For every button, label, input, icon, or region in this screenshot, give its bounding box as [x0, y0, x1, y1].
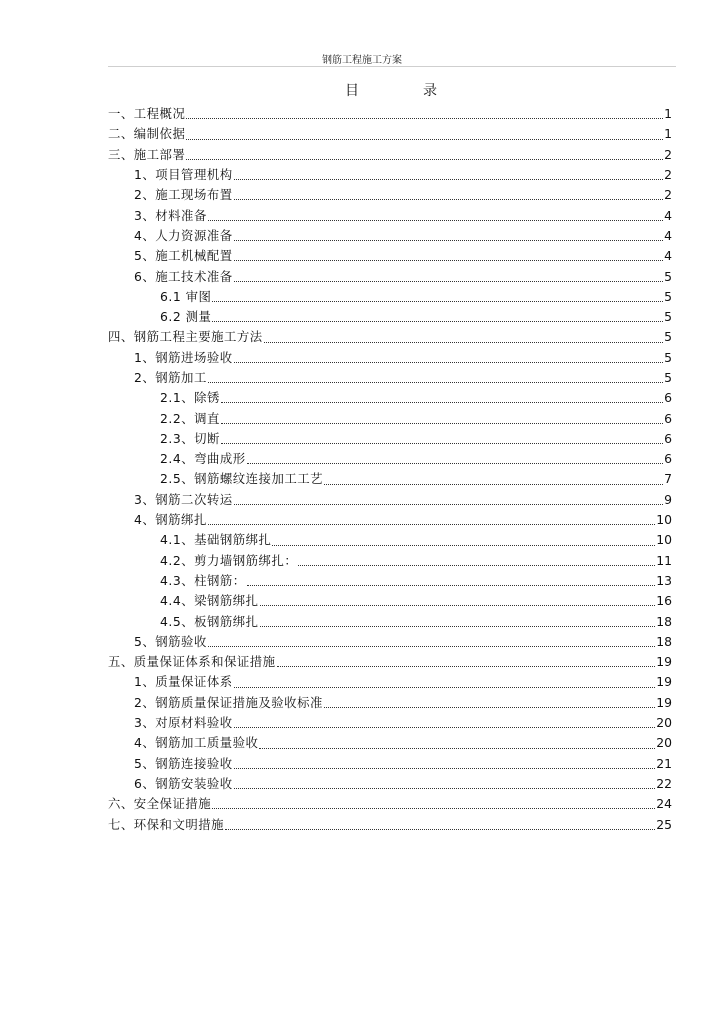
toc-dot-leader [234, 504, 663, 505]
toc-entry-page-number: 16 [656, 593, 672, 609]
toc-dot-leader [234, 179, 663, 180]
toc-dot-leader [212, 321, 663, 322]
toc-entry[interactable] [108, 246, 672, 266]
toc-entry[interactable] [108, 205, 672, 225]
toc-dot-leader [234, 281, 663, 282]
toc-entry[interactable] [108, 307, 672, 327]
toc-entry-page-number: 6 [664, 430, 672, 446]
toc-entry-title: 1、质量保证体系 [134, 674, 233, 690]
toc-entry-title: 6.1 审图 [160, 288, 212, 304]
toc-dot-leader [225, 829, 655, 830]
toc-entry-title: 3、钢筋二次转运 [134, 491, 233, 507]
toc-entry[interactable] [108, 226, 672, 246]
toc-heading-char-1: 目 [345, 83, 359, 99]
toc-dot-leader [208, 646, 655, 647]
toc-entry-title: 四、钢筋工程主要施工方法 [108, 329, 263, 345]
toc-dot-leader [264, 342, 663, 343]
toc-entry-page-number: 19 [656, 654, 672, 670]
toc-dot-leader [234, 199, 663, 200]
toc-entry[interactable] [108, 449, 672, 469]
toc-entry-page-number: 9 [664, 491, 672, 507]
toc-entry-page-number: 2 [664, 167, 672, 183]
toc-entry[interactable] [108, 672, 672, 692]
toc-entry-page-number: 6 [664, 390, 672, 406]
toc-entry[interactable] [108, 124, 672, 144]
toc-dot-leader [324, 484, 663, 485]
toc-entry-title: 6、钢筋安装验收 [134, 775, 233, 791]
toc-entry-title: 六、安全保证措施 [108, 796, 212, 812]
toc-dot-leader [272, 545, 655, 546]
toc-entry[interactable] [108, 713, 672, 733]
toc-entry-title: 2、钢筋质量保证措施及验收标准 [134, 694, 323, 710]
toc-entry[interactable] [108, 287, 672, 307]
toc-dot-leader [208, 382, 663, 383]
toc-entry[interactable] [108, 611, 672, 631]
toc-entry-page-number: 13 [656, 572, 672, 588]
toc-entry[interactable] [108, 145, 672, 165]
toc-entry-title: 2.3、切断 [160, 430, 220, 446]
toc-entry-title: 4.2、剪力墙钢筋绑扎： [160, 552, 298, 568]
toc-entry[interactable] [108, 510, 672, 530]
toc-dot-leader [234, 362, 663, 363]
toc-entry-title: 七、环保和文明措施 [108, 816, 225, 832]
toc-entry-page-number: 5 [664, 268, 672, 284]
toc-entry[interactable] [108, 814, 672, 834]
toc-entry-page-number: 10 [656, 512, 672, 528]
toc-entry-title: 2、钢筋加工 [134, 370, 207, 385]
toc-entry-page-number: 11 [656, 552, 672, 568]
toc-entry-page-number: 1 [664, 126, 672, 142]
toc-entry-title: 5、施工机械配置 [134, 248, 233, 264]
toc-entry[interactable] [108, 754, 672, 774]
toc-dot-leader [234, 788, 656, 789]
toc-dot-leader [208, 220, 663, 221]
toc-entry-page-number: 19 [656, 694, 672, 710]
toc-entry-title: 4.3、柱钢筋： [160, 572, 246, 588]
toc-entry[interactable] [108, 165, 672, 185]
toc-entry[interactable] [108, 733, 672, 753]
toc-entry-title: 2.5、钢筋螺纹连接加工工艺 [160, 471, 324, 487]
toc-dot-leader [221, 423, 663, 424]
toc-dot-leader [247, 463, 663, 464]
toc-entry-page-number: 7 [664, 471, 672, 487]
toc-entry-page-number: 2 [664, 146, 672, 162]
toc-entry-title: 4、人力资源准备 [134, 227, 233, 243]
toc-entry-title: 一、工程概况 [108, 106, 186, 122]
toc-entry-title: 2、施工现场布置 [134, 187, 233, 203]
table-of-contents [108, 104, 672, 835]
toc-entry-title: 4.1、基础钢筋绑扎 [160, 532, 272, 548]
toc-entry-page-number: 4 [664, 248, 672, 264]
toc-entry-title: 4、钢筋绑扎 [134, 512, 207, 528]
toc-entry-page-number: 6 [664, 451, 672, 467]
toc-entry-title: 3、对原材料验收 [134, 715, 233, 731]
toc-entry[interactable] [108, 652, 672, 672]
toc-entry[interactable] [108, 794, 672, 814]
toc-entry-page-number: 21 [656, 755, 672, 771]
toc-entry[interactable] [108, 551, 672, 571]
toc-entry-page-number: 25 [656, 816, 672, 832]
toc-entry[interactable] [108, 693, 672, 713]
toc-entry[interactable] [108, 469, 672, 489]
toc-dot-leader [234, 727, 656, 728]
toc-entry-page-number: 6 [664, 410, 672, 426]
toc-dot-leader [298, 565, 655, 566]
toc-dot-leader [212, 301, 663, 302]
toc-dot-leader [324, 707, 655, 708]
toc-entry-title: 4.4、梁钢筋绑扎 [160, 593, 259, 609]
toc-entry[interactable] [108, 571, 672, 591]
toc-entry-title: 2.1、除锈 [160, 390, 220, 406]
toc-dot-leader [234, 260, 663, 261]
toc-entry-title: 5、钢筋连接验收 [134, 755, 233, 771]
toc-entry[interactable] [108, 530, 672, 550]
toc-dot-leader [234, 687, 656, 688]
toc-entry-page-number: 1 [664, 106, 672, 122]
toc-dot-leader [186, 118, 663, 119]
page-header-title: 钢筋工程施工方案 [322, 55, 402, 66]
toc-entry-page-number: 18 [656, 633, 672, 649]
toc-entry[interactable] [108, 104, 672, 124]
toc-dot-leader [260, 605, 656, 606]
toc-entry-title: 4.5、板钢筋绑扎 [160, 613, 259, 629]
toc-entry[interactable] [108, 429, 672, 449]
toc-dot-leader [208, 524, 655, 525]
toc-heading-char-2: 录 [423, 83, 437, 99]
toc-entry[interactable] [108, 408, 672, 428]
toc-entry-title: 1、钢筋进场验收 [134, 349, 233, 365]
toc-entry-page-number: 5 [664, 370, 672, 385]
toc-entry-page-number: 10 [656, 532, 672, 548]
toc-entry-title: 4、钢筋加工质量验收 [134, 735, 259, 751]
toc-entry-title: 6、施工技术准备 [134, 268, 233, 284]
toc-dot-leader [221, 443, 663, 444]
toc-entry-page-number: 20 [656, 715, 672, 731]
toc-entry-page-number: 20 [656, 735, 672, 751]
toc-dot-leader [277, 666, 656, 667]
toc-entry-page-number: 5 [664, 288, 672, 304]
toc-entry-title: 五、质量保证体系和保证措施 [108, 654, 276, 670]
toc-entry[interactable] [108, 185, 672, 205]
toc-dot-leader [247, 585, 656, 586]
toc-dot-leader [234, 768, 656, 769]
toc-entry-page-number: 18 [656, 613, 672, 629]
toc-dot-leader [212, 808, 655, 809]
toc-dot-leader [259, 748, 655, 749]
toc-entry[interactable] [108, 632, 672, 652]
toc-dot-leader [186, 159, 663, 160]
toc-entry-title: 5、钢筋验收 [134, 633, 207, 649]
toc-entry[interactable] [108, 368, 672, 388]
toc-dot-leader [221, 402, 663, 403]
toc-entry-title: 3、材料准备 [134, 207, 207, 223]
toc-entry-page-number: 24 [656, 796, 672, 812]
toc-entry-title: 三、施工部署 [108, 146, 186, 162]
toc-dot-leader [260, 626, 656, 627]
toc-entry-page-number: 22 [656, 775, 672, 791]
toc-entry[interactable] [108, 591, 672, 611]
toc-entry-page-number: 5 [664, 309, 672, 325]
toc-entry-title: 2.2、调直 [160, 410, 220, 426]
toc-entry-title: 二、编制依据 [108, 126, 186, 142]
toc-entry[interactable] [108, 490, 672, 510]
toc-entry-page-number: 4 [664, 227, 672, 243]
toc-entry-page-number: 5 [664, 349, 672, 365]
toc-entry[interactable] [108, 388, 672, 408]
toc-entry-title: 1、项目管理机构 [134, 167, 233, 183]
toc-entry-page-number: 4 [664, 207, 672, 223]
header-rule [108, 66, 676, 67]
toc-entry[interactable] [108, 348, 672, 368]
toc-entry[interactable] [108, 266, 672, 286]
toc-entry-page-number: 5 [664, 329, 672, 345]
toc-entry-title: 2.4、弯曲成形 [160, 451, 246, 467]
toc-entry-page-number: 19 [656, 674, 672, 690]
toc-entry-title: 6.2 测量 [160, 309, 212, 325]
toc-dot-leader [186, 139, 663, 140]
toc-entry-page-number: 2 [664, 187, 672, 203]
toc-dot-leader [234, 240, 663, 241]
toc-entry[interactable] [108, 327, 672, 347]
toc-entry[interactable] [108, 774, 672, 794]
